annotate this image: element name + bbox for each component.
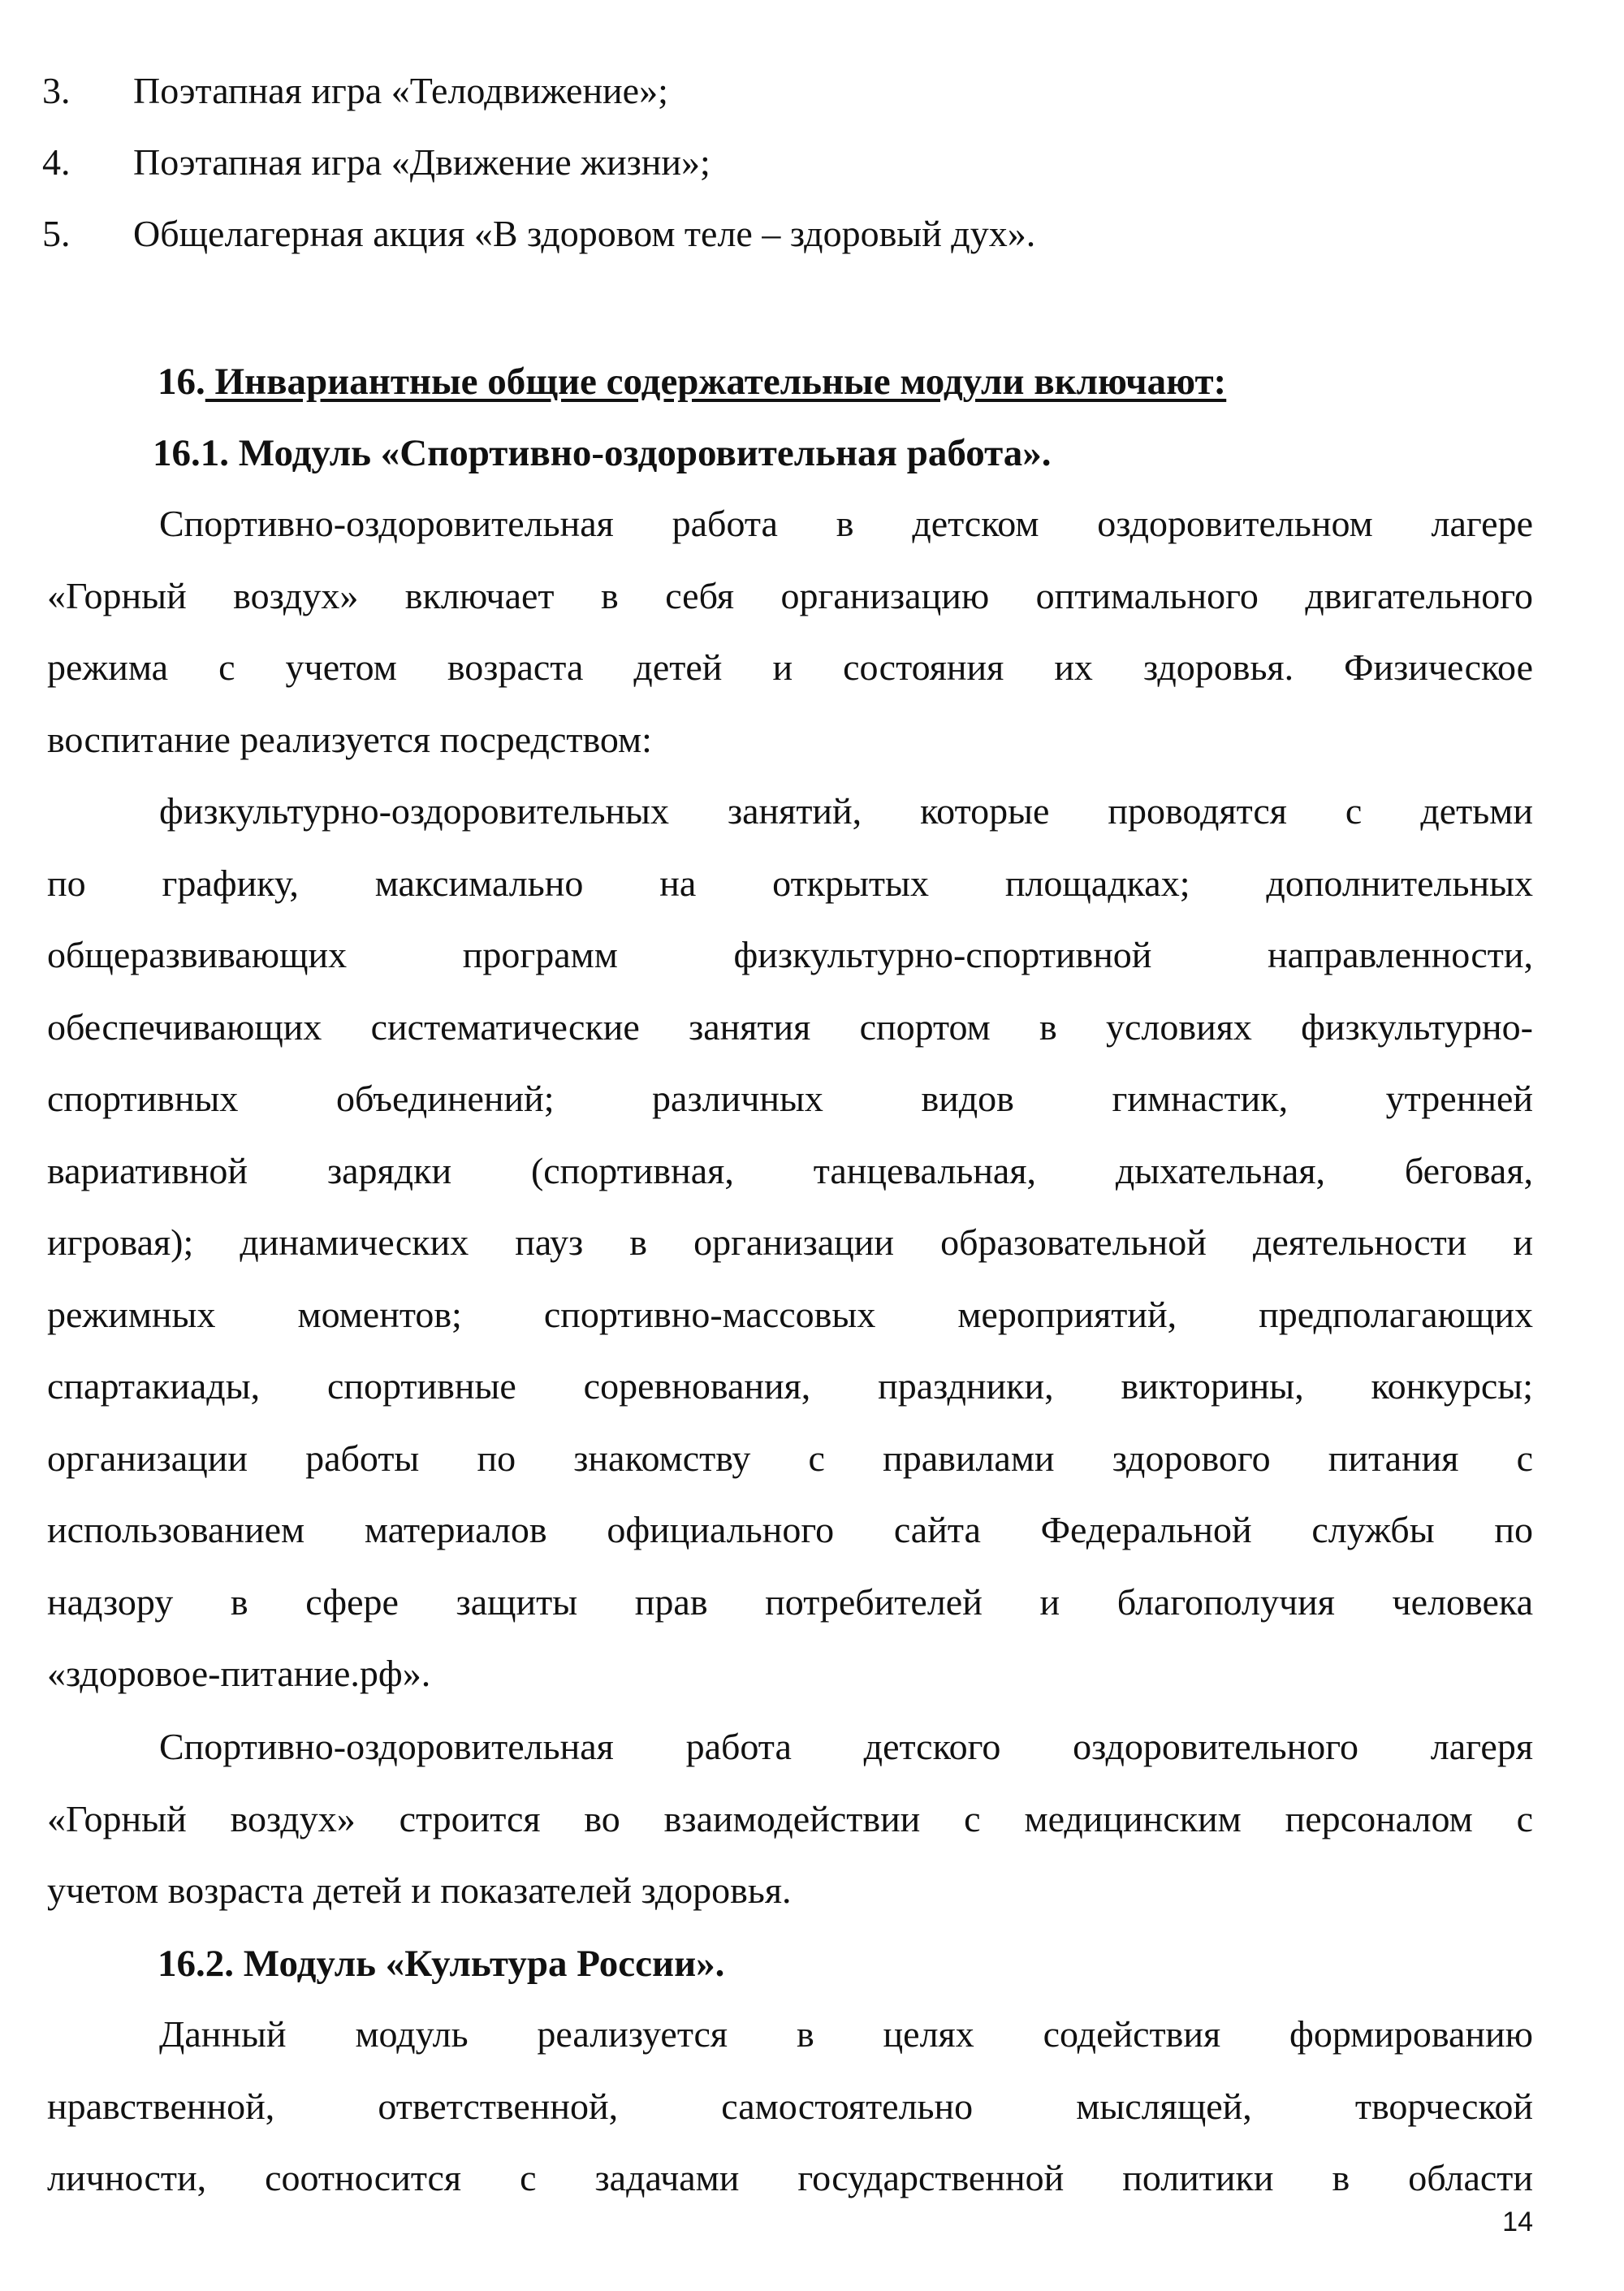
paragraph-line: общеразвивающих программ физкультурно-спортивной направленности, bbox=[47, 934, 1533, 975]
list-item-text: Поэтапная игра «Движение жизни»; bbox=[133, 141, 710, 183]
paragraph-line: организации работы по знакомству с правилами здорового питания с bbox=[47, 1437, 1533, 1479]
paragraph-line: личности, соотносится с задачами государственной политики в области bbox=[47, 2157, 1533, 2198]
paragraph-line: воспитание реализуется посредством: bbox=[47, 718, 652, 760]
page-number: 14 bbox=[1502, 2207, 1533, 2237]
list-item-text: Общелагерная акция «В здоровом теле – здоровый дух». bbox=[133, 213, 1036, 254]
paragraph-line: использованием материалов официального сайта Федеральной службы по bbox=[47, 1509, 1533, 1550]
paragraph-line: физкультурно-оздоровительных занятий, которые проводятся с детьми bbox=[159, 790, 1533, 832]
paragraph-line: нравственной, ответственной, самостоятельно мыслящей, творческой bbox=[47, 2085, 1533, 2127]
paragraph-line: Спортивно-оздоровительная работа в детском оздоровительном лагере bbox=[159, 503, 1533, 544]
paragraph-line: вариативной зарядки (спортивная, танцевальная, дыхательная, беговая, bbox=[47, 1149, 1533, 1191]
list-item-number: 4. bbox=[42, 141, 71, 183]
section-16-number: 16. bbox=[158, 361, 205, 403]
paragraph-physical-activities bbox=[47, 776, 1533, 1710]
paragraph-line: игровая); динамических пауз в организации образовательной деятельности и bbox=[47, 1221, 1533, 1263]
paragraph-medical-cooperation bbox=[47, 1711, 1533, 1927]
paragraph-line: «здоровое-питание.рф». bbox=[47, 1653, 431, 1694]
section-16-1-heading: 16.1. Модуль «Спортивно-оздоровительная работа». bbox=[153, 432, 1052, 474]
list-item-number: 5. bbox=[42, 213, 71, 254]
paragraph-line: по графику, максимально на открытых площадках; дополнительных bbox=[47, 862, 1533, 904]
list-item-text: Поэтапная игра «Телодвижение»; bbox=[133, 70, 668, 111]
paragraph-line: «Горный воздух» включает в себя организацию оптимального двигательного bbox=[47, 574, 1533, 616]
paragraph-line: обеспечивающих систематические занятия спортом в условиях физкультурно- bbox=[47, 1005, 1533, 1048]
paragraph-line: учетом возраста детей и показателей здоровья. bbox=[47, 1870, 792, 1911]
section-16-2-heading: 16.2. Модуль «Культура России». bbox=[158, 1943, 725, 1985]
list-item bbox=[42, 55, 668, 127]
paragraph-culture-module bbox=[47, 1999, 1533, 2215]
paragraph-line: Данный модуль реализуется в целях содействия формированию bbox=[159, 2013, 1533, 2055]
paragraph-sport-work-intro bbox=[47, 488, 1533, 776]
section-16-title: Инвариантные общие содержательные модули включают: bbox=[205, 361, 1227, 403]
paragraph-line: надзору в сфере защиты прав потребителей и благополучия человека bbox=[47, 1580, 1533, 1623]
list-item bbox=[42, 198, 1035, 270]
list-item bbox=[42, 127, 710, 198]
paragraph-line: «Горный воздух» строится во взаимодействии с медицинским персоналом с bbox=[47, 1797, 1533, 1839]
paragraph-line: режимных моментов; спортивно-массовых мероприятий, предполагающих bbox=[47, 1293, 1533, 1335]
paragraph-line: режима с учетом возраста детей и состояния их здоровья. Физическое bbox=[47, 646, 1533, 688]
paragraph-line: Спортивно-оздоровительная работа детского оздоровительного лагеря bbox=[159, 1726, 1533, 1767]
paragraph-line: спортивных объединений; различных видов гимнастик, утренней bbox=[47, 1078, 1533, 1119]
paragraph-line: спартакиады, спортивные соревнования, праздники, викторины, конкурсы; bbox=[47, 1365, 1533, 1407]
list-item-number: 3. bbox=[42, 70, 71, 111]
section-16-heading bbox=[158, 346, 1226, 417]
